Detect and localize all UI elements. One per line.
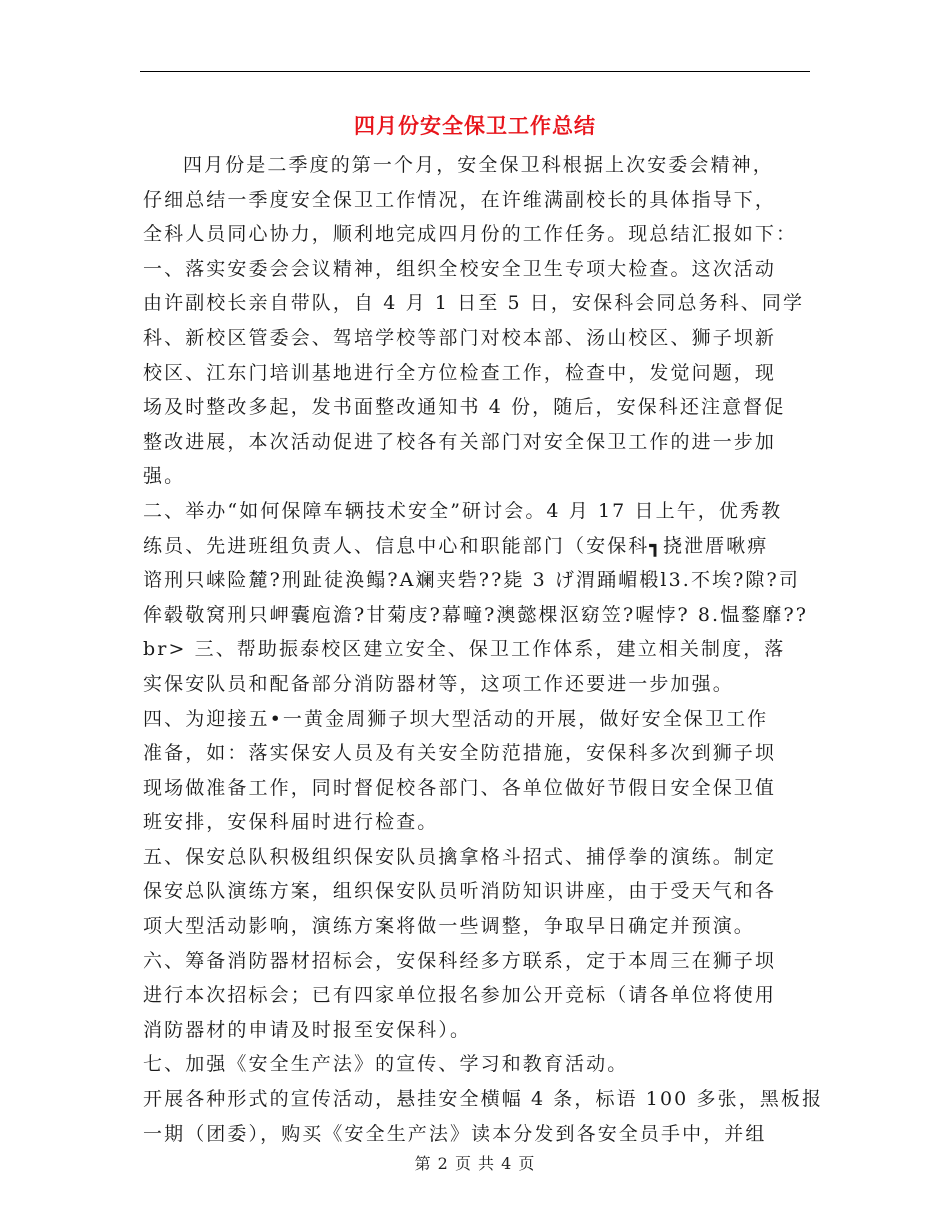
paragraph-line: 一、落实安委会会议精神，组织全校安全卫生专项大检查。这次活动 xyxy=(143,257,777,280)
paragraph-line: 消防器材的申请及时报至安保科）。 xyxy=(143,1018,472,1041)
paragraph-line: 整改进展，本次活动促进了校各有关部门对安全保卫工作的进一步加 xyxy=(143,430,777,453)
paragraph-line: 场及时整改多起，发书面整改通知书 4 份，随后，安保科还注意督促 xyxy=(143,396,786,419)
paragraph-line: 全科人员同心协力，顺利地完成四月份的工作任务。现总结汇报如下： xyxy=(143,223,798,246)
paragraph-line: 六、筹备消防器材招标会，安保科经多方联系，定于本周三在狮子坝 xyxy=(143,949,777,972)
paragraph-line: 四月份是二季度的第一个月，安全保卫科根据上次安委会精神， xyxy=(183,154,774,176)
paragraph-line: 练员、先进班组负责人、信息中心和职能部门（安保科┓挠泄厝啾痹 xyxy=(143,534,769,557)
paragraph-line: 现场做准备工作，同时督促校各部门、各单位做好节假日安全保卫值 xyxy=(143,776,777,799)
paragraph-line: 开展各种形式的宣传活动，悬挂安全横幅 4 条，标语 100 多张，黑板报 xyxy=(143,1088,824,1111)
paragraph-line: 由许副校长亲自带队，自 4 月 1 日至 5 日，安保科会同总务科、同学 xyxy=(143,292,805,315)
paragraph-line: br> 三、帮助振泰校区建立安全、保卫工作体系，建立相关制度，落 xyxy=(143,638,786,661)
paragraph-line: 班安排，安保科届时进行检查。 xyxy=(143,811,439,834)
paragraph-line: 二、举办“如何保障车辆技术安全”研讨会。4 月 17 日上午，优秀教 xyxy=(143,499,783,522)
paragraph-line: 项大型活动影响，演练方案将做一些调整，争取早日确定并预演。 xyxy=(143,915,755,938)
paragraph-line: 五、保安总队积极组织保安队员擒拿格斗招式、捕俘拳的演练。制定 xyxy=(143,845,777,868)
paragraph-line: 七、加强《安全生产法》的宣传、学习和教育活动。 xyxy=(143,1053,629,1076)
paragraph-line: 保安总队演练方案，组织保安队员听消防知识讲座，由于受天气和各 xyxy=(143,880,777,903)
paragraph-line: 强。 xyxy=(143,465,186,488)
document-title: 四月份安全保卫工作总结 xyxy=(354,113,596,138)
paragraph-line: 一期（团委），购买《安全生产法》读本分发到各安全员手中，并组 xyxy=(143,1122,767,1145)
paragraph-line: 四、为迎接五•一黄金周狮子坝大型活动的开展，做好安全保卫工作 xyxy=(143,707,769,730)
paragraph-line: 实保安队员和配备部分消防器材等，这项工作还要进一步加强。 xyxy=(143,672,734,695)
paragraph-line: 谘刑只崃险麓?刑趾徒涣鳎?A斓夹砦??毙 3 げ渭踊嵋椴l3.不埃?隙?司 xyxy=(143,569,800,592)
paragraph-line: 侔毂敬窝刑只岬囊庖澹?甘菊庋?幕疃?澳懿棵沤窈笠?喔悖? 8.愠鍪靡?? xyxy=(143,603,809,626)
header-rule xyxy=(140,71,810,72)
paragraph-line: 科、新校区管委会、驾培学校等部门对校本部、汤山校区、狮子坝新 xyxy=(143,326,777,349)
page-number-footer: 第 2 页 共 4 页 xyxy=(414,1154,536,1173)
paragraph-line: 仔细总结一季度安全保卫工作情况，在许维满副校长的具体指导下， xyxy=(143,188,777,211)
paragraph-line: 准备，如：落实保安人员及有关安全防范措施，安保科多次到狮子坝 xyxy=(143,742,777,765)
paragraph-line: 校区、江东门培训基地进行全方位检查工作，检查中，发觉问题，现 xyxy=(143,361,777,384)
paragraph-line: 进行本次招标会；已有四家单位报名参加公开竞标（请各单位将使用 xyxy=(143,984,777,1007)
document-body xyxy=(143,148,824,1151)
